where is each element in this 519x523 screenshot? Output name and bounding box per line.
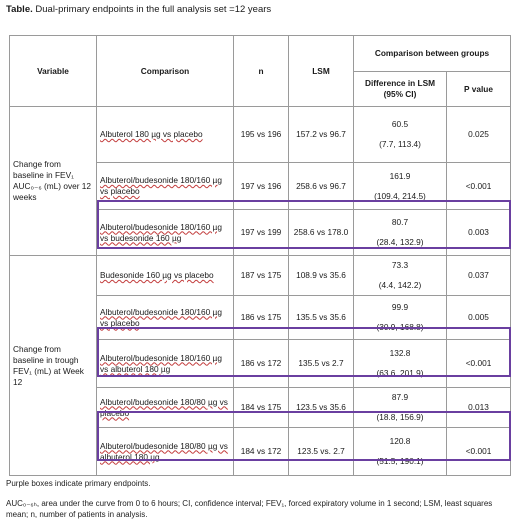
- difference-cell: 99.9 (30.9, 168.8): [354, 296, 447, 340]
- comparison-cell: Albuterol/budesonide 180/160 µg vs budesonide 160 µg: [97, 210, 234, 256]
- pvalue-cell: <0.001: [447, 428, 511, 476]
- pvalue-cell: <0.001: [447, 163, 511, 210]
- caption-label: Table.: [6, 4, 33, 15]
- header-variable: Variable: [10, 36, 97, 107]
- n-cell: 186 vs 172: [234, 340, 289, 388]
- lsm-cell: 135.5 vs 35.6: [289, 296, 354, 340]
- table-row: [10, 107, 511, 163]
- pvalue-cell: 0.013: [447, 388, 511, 428]
- n-cell: 197 vs 199: [234, 210, 289, 256]
- pvalue-cell: 0.003: [447, 210, 511, 256]
- table-caption: [6, 4, 271, 16]
- lsm-cell: 258.6 vs 96.7: [289, 163, 354, 210]
- n-cell: 184 vs 175: [234, 388, 289, 428]
- pvalue-cell: <0.001: [447, 340, 511, 388]
- primary-endpoint-box: [97, 200, 511, 249]
- difference-cell: 80.7 (28.4, 132.9): [354, 210, 447, 256]
- pvalue-cell: 0.025: [447, 107, 511, 163]
- footnote-abbreviations: AUC₀₋₆ₕ, area under the curve from 0 to 6 hours; CI, confidence interval; FEV₁, forced expiratory volume in 1 second; LSM, least squares mean; n, number of patients in analysis.: [6, 499, 493, 519]
- n-cell: 197 vs 196: [234, 163, 289, 210]
- comparison-cell: Albuterol/budesonide 180/80 µg vs albuterol 180 µg: [97, 428, 234, 476]
- primary-endpoint-box: [97, 327, 511, 377]
- n-cell: 195 vs 196: [234, 107, 289, 163]
- header-group: Comparison between groups: [354, 36, 511, 72]
- comparison-cell: Albuterol/budesonide 180/160 µg vs placebo: [97, 296, 234, 340]
- n-cell: 184 vs 172: [234, 428, 289, 476]
- difference-cell: 132.8 (63.6, 201.9): [354, 340, 447, 388]
- difference-cell: 87.9 (18.8, 156.9): [354, 388, 447, 428]
- lsm-cell: 123.5 vs 35.6: [289, 388, 354, 428]
- pvalue-cell: 0.005: [447, 296, 511, 340]
- difference-cell: 73.3 (4.4, 142.2): [354, 256, 447, 296]
- comparison-cell: Budesonide 160 µg vs placebo: [97, 256, 234, 296]
- lsm-cell: 135.5 vs 2.7: [289, 340, 354, 388]
- lsm-cell: 123.5 vs. 2.7: [289, 428, 354, 476]
- lsm-cell: 258.6 vs 178.0: [289, 210, 354, 256]
- table-row: [10, 256, 511, 296]
- caption-text: Dual-primary endpoints in the full analysis set =12 years: [35, 4, 272, 15]
- comparison-cell: Albuterol 180 µg vs placebo: [97, 107, 234, 163]
- footnote-primary: Purple boxes indicate primary endpoints.: [6, 479, 151, 488]
- n-cell: 186 vs 175: [234, 296, 289, 340]
- difference-cell: 120.8 (51.5, 190.1): [354, 428, 447, 476]
- pvalue-cell: 0.037: [447, 256, 511, 296]
- header-difference: Difference in LSM (95% CI): [354, 72, 447, 107]
- variable-trough-fev1: Change from baseline in trough FEV₁ (mL) at Week 12: [10, 256, 97, 476]
- primary-endpoint-box: [97, 411, 511, 461]
- lsm-cell: 108.9 vs 35.6: [289, 256, 354, 296]
- header-pvalue: P value: [447, 72, 511, 107]
- endpoints-table: [9, 35, 511, 476]
- header-lsm: LSM: [289, 36, 354, 107]
- difference-cell: 60.5 (7.7, 113.4): [354, 107, 447, 163]
- header-n: n: [234, 36, 289, 107]
- lsm-cell: 157.2 vs 96.7: [289, 107, 354, 163]
- header-comparison: Comparison: [97, 36, 234, 107]
- n-cell: 187 vs 175: [234, 256, 289, 296]
- comparison-cell: Albuterol/budesonide 180/160 µg vs placebo: [97, 163, 234, 210]
- difference-cell: 161.9 (109.4, 214.5): [354, 163, 447, 210]
- comparison-cell: Albuterol/budesonide 180/160 µg vs albuterol 180 µg: [97, 340, 234, 388]
- variable-fev1-auc: Change from baseline in FEV₁ AUC₀₋₆ (mL) over 12 weeks: [10, 107, 97, 256]
- comparison-cell: Albuterol/budesonide 180/80 µg vs placebo: [97, 388, 234, 428]
